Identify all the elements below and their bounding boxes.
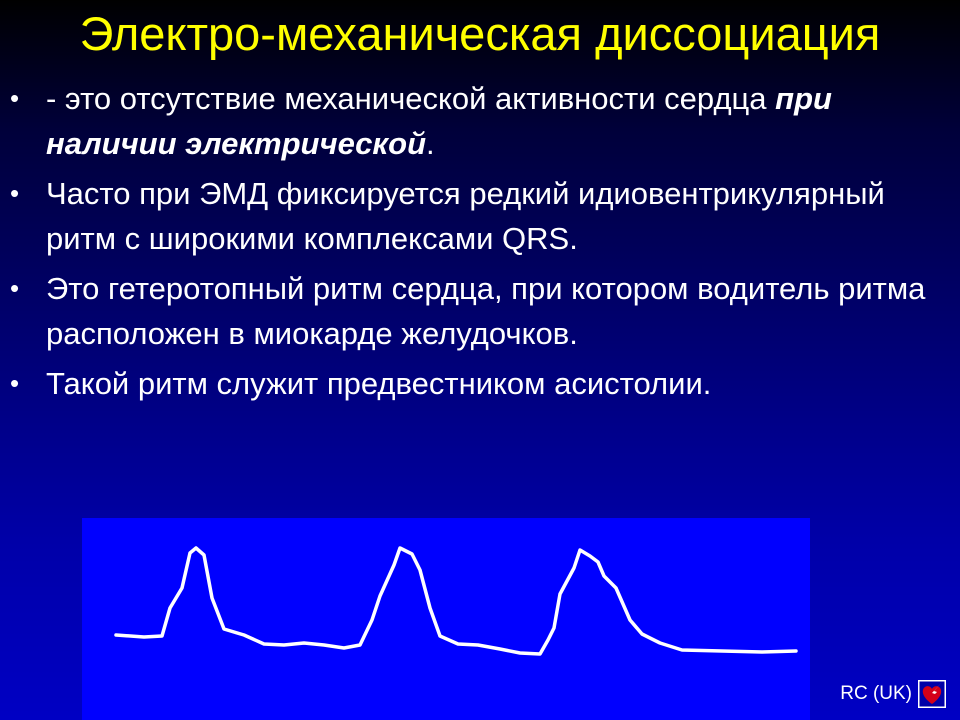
bullet-text: Такой ритм служит предвестником асистолии. <box>46 366 712 401</box>
bullet-text: - это отсутствие механической активности сердца <box>46 81 767 116</box>
bullet-item <box>10 76 950 166</box>
bullet-dot-icon: • <box>10 273 20 303</box>
heart-lightning-logo-icon <box>918 680 946 708</box>
slide-title: Электро-механическая диссоциация <box>79 7 881 60</box>
bullet-list <box>10 76 950 411</box>
slide-footer <box>840 680 946 708</box>
bullet-item <box>10 171 950 261</box>
bullet-item <box>10 361 950 406</box>
footer-label: RC (UK) <box>840 683 912 704</box>
ecg-strip <box>82 518 810 720</box>
bullet-emphasis: при наличии электрической <box>46 81 832 161</box>
bullet-dot-icon: • <box>10 83 20 113</box>
bullet-dot-icon: • <box>10 368 20 398</box>
ecg-trace <box>116 548 796 654</box>
bullet-suffix: . <box>426 126 435 161</box>
ecg-trace-svg <box>82 518 810 720</box>
bullet-text: Это гетеротопный ритм сердца, при котором водитель ритма расположен в миокарде желудочков. <box>46 271 926 351</box>
bullet-item <box>10 266 950 356</box>
bullet-text: Часто при ЭМД фиксируется редкий идиовентрикулярный ритм с широкими комплексами QRS. <box>46 176 885 256</box>
bullet-dot-icon: • <box>10 178 20 208</box>
